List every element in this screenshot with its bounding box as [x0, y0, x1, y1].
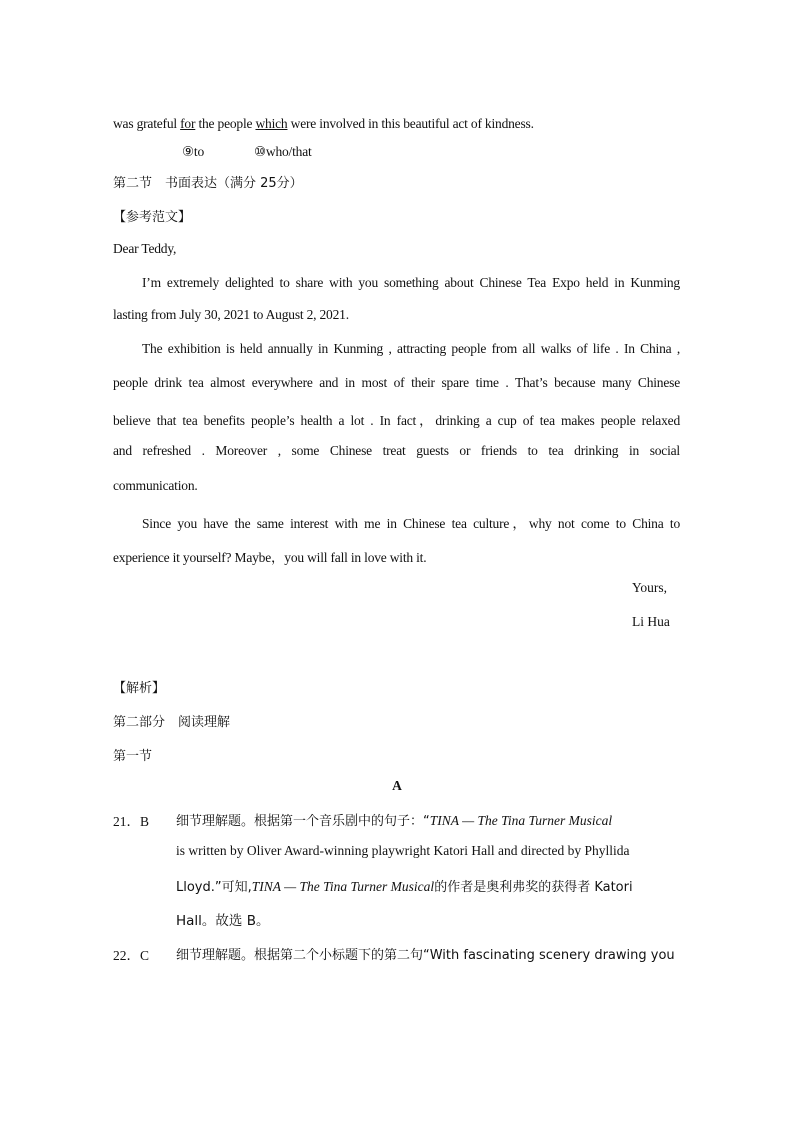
question-21-line-4: Hall。故选 B。	[176, 913, 270, 929]
letter-signature: Li Hua	[632, 614, 670, 629]
answer-9: ⑨to	[182, 144, 205, 159]
section2-title: 第二节 书面表达（满分 25分）	[113, 176, 303, 191]
paragraph-2-line-1: The exhibition is held annually in Kunming , attracting people from all walks of life . In China ,	[142, 341, 680, 356]
reference-essay-title: 【参考范文】	[113, 210, 192, 225]
paragraph-2-line-3: believe that tea benefits people’s health a lot . In fact，drinking a cup of tea makes people relaxed	[113, 413, 680, 428]
analysis-title: 【解析】	[113, 681, 166, 696]
passage-label: A	[392, 778, 402, 793]
paragraph-3-line-2: experience it yourself? Maybe，you will fall in love with it.	[113, 550, 427, 565]
question-21-line-1: 细节理解题。根据第一个音乐剧中的句子：“TINA — The Tina Turner Musical	[176, 813, 613, 829]
part2-title: 第二部分 阅读理解	[113, 715, 231, 730]
paragraph-1-line-2: lasting from July 30, 2021 to August 2, 2021.	[113, 307, 349, 322]
sentence-line: was grateful for the people which were involved in this beautiful act of kindness.	[113, 116, 534, 131]
question-21-line-2: is written by Oliver Award-winning playwright Katori Hall and directed by Phyllida	[176, 843, 630, 858]
question-22-number: 22．C	[113, 948, 150, 963]
answer-10: ⑩who/that	[254, 144, 312, 159]
underlined-word-for: for	[180, 116, 196, 131]
paragraph-3-line-1: Since you have the same interest with me in Chinese tea culture，why not come to China to	[142, 516, 680, 531]
question-21-line-3: Lloyd.”可知,TINA — The Tina Turner Musical的作者是奥利弗奖的获得者 Katori	[176, 879, 633, 895]
paragraph-2-line-2: people drink tea almost everywhere and in most of their spare time . That’s because many Chinese	[113, 375, 680, 390]
section1-title: 第一节	[113, 749, 153, 764]
paragraph-2-line-5: communication.	[113, 478, 198, 493]
paragraph-1-line-1: I’m extremely delighted to share with you something about Chinese Tea Expo held in Kunming	[142, 275, 680, 290]
paragraph-2-line-4: and refreshed . Moreover , some Chinese treat guests or friends to tea drinking in social	[113, 443, 680, 458]
question-22-line-1: 细节理解题。根据第二个小标题下的第二句“With fascinating scenery drawing you	[176, 948, 675, 963]
underlined-word-which: which	[255, 116, 288, 131]
question-21-number: 21．B	[113, 814, 150, 829]
letter-closing: Yours,	[632, 580, 668, 595]
letter-greeting: Dear Teddy,	[113, 241, 177, 256]
